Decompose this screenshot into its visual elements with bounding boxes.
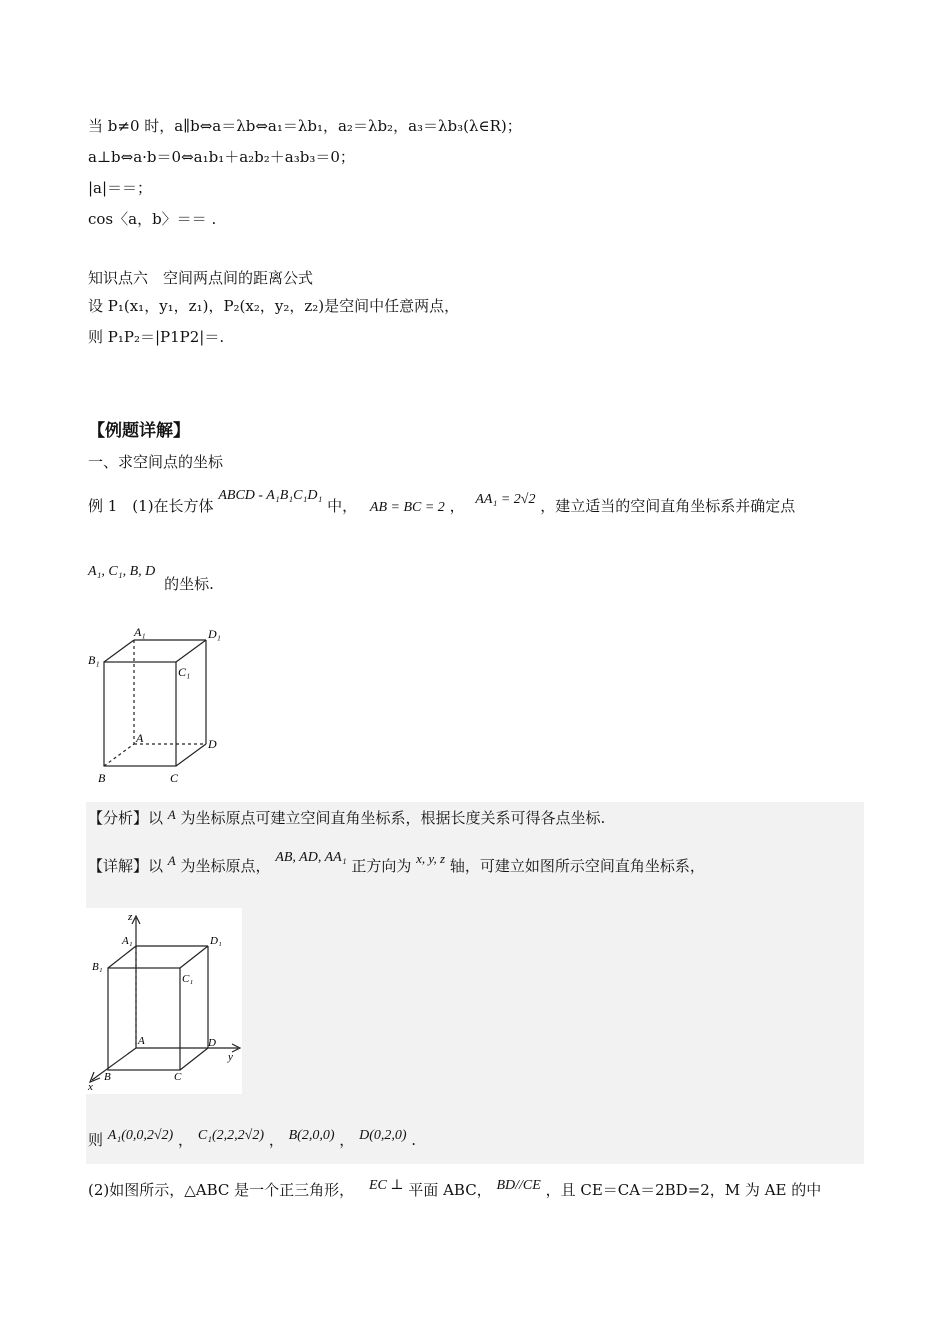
fig1-label-d: D [208, 737, 217, 751]
example1-mid: 中， [327, 497, 358, 515]
example1-points: A₁, C₁, B, D [88, 564, 156, 579]
part2-bd-parallel: BD//CE [496, 1178, 541, 1193]
fig1-label-b1: B₁ [88, 653, 100, 667]
examples-heading: 【例题详解】 [88, 421, 190, 441]
magnitude-formula: |a|＝＝； [88, 179, 153, 197]
answer-end: . [411, 1131, 417, 1149]
part2-text3: ，且 CE＝CA＝2BD=2，M 为 AE 的中 [545, 1181, 822, 1199]
answer-prefix: 则 [88, 1131, 104, 1149]
example1-tail: ，建立适当的空间直角坐标系并确定点 [540, 497, 796, 515]
fig2-label-z: z [128, 911, 133, 923]
answer-a1: A₁(0,0,2√2) [107, 1128, 174, 1143]
part2-line [88, 1180, 821, 1202]
example1-line [88, 488, 796, 518]
example1-comma: ， [449, 497, 465, 515]
answer-sep-3: ， [339, 1131, 355, 1149]
answer-line [88, 1124, 417, 1149]
answer-sep-1: ， [178, 1131, 194, 1149]
example1-cuboid: ABCD - A₁B₁C₁D₁ [218, 488, 323, 503]
part2-ec-perp: EC ⊥ [368, 1178, 404, 1193]
example1-label: 例 1 (1)在长方体 [88, 497, 214, 515]
distance-line-2: 则 P₁P₂＝|P1P2|＝. [88, 328, 225, 346]
fig1-label-a1: A₁ [134, 625, 146, 639]
fig2-label-d1: D₁ [210, 935, 222, 947]
example1-aa1: AA₁ = 2√2 [475, 492, 536, 507]
detail-axes-names: x, y, z [416, 851, 446, 866]
fig1-label-d1: D₁ [208, 627, 221, 641]
fig2-label-x: x [88, 1081, 93, 1093]
example1-end: 的坐标. [164, 575, 214, 593]
fig2-label-c1: C₁ [182, 973, 194, 985]
analysis-origin: A [167, 807, 176, 822]
answer-sep-2: ， [268, 1131, 284, 1149]
analysis-label: 【分析】以 [88, 809, 164, 827]
analysis-text: 为坐标原点可建立空间直角坐标系，根据长度关系可得各点坐标. [180, 809, 606, 827]
fig2-label-c: C [174, 1071, 182, 1083]
fig2-label-y: y [228, 1051, 233, 1063]
cosine-formula: cos〈a，b〉＝＝ . [88, 210, 217, 228]
answer-d: D(0,2,0) [359, 1128, 407, 1143]
fig2-label-a1: A₁ [122, 935, 133, 947]
fig1-label-b: B [98, 771, 106, 785]
distance-line-1: 设 P₁(x₁，y₁，z₁)，P₂(x₂，y₂，z₂)是空间中任意两点， [88, 297, 460, 315]
fig2-label-a: A [138, 1035, 145, 1047]
answer-c1: C₁(2,2,2√2) [197, 1128, 265, 1143]
part2-text: (2)如图所示，△ABC 是一个正三角形， [88, 1181, 355, 1199]
detail-end: 轴，可建立如图所示空间直角坐标系， [449, 857, 705, 875]
answer-b: B(2,0,0) [288, 1128, 335, 1143]
analysis-line [88, 808, 605, 829]
example1-ab-bc: AB = BC = 2 [369, 500, 445, 515]
fig1-label-c1: C₁ [178, 665, 191, 679]
fig2-label-d: D [208, 1037, 216, 1049]
detail-axes-vectors: AB, AD, AA₁ [275, 850, 347, 865]
detail-label: 【详解】以 [88, 857, 164, 875]
example1-points-line [88, 560, 214, 593]
cuboid-figure-2 [86, 908, 242, 1094]
perpendicular-formula: a⊥b⇔a·b＝0⇔a₁b₁＋a₂b₂＋a₃b₃＝0； [88, 148, 355, 166]
detail-origin: A [167, 853, 176, 868]
fig1-label-c: C [170, 771, 179, 785]
fig2-label-b1: B₁ [92, 961, 103, 973]
detail-line [88, 850, 705, 878]
examples-subheading: 一、求空间点的坐标 [88, 453, 224, 471]
part2-text2: 平面 ABC， [408, 1181, 492, 1199]
fig2-label-b: B [104, 1071, 111, 1083]
section-six-title: 知识点六 空间两点间的距离公式 [88, 269, 314, 287]
cuboid-figure-1 [86, 622, 236, 790]
detail-mid: 为坐标原点， [180, 857, 271, 875]
parallel-formula: 当 b≠0 时，a∥b⇔a＝λb⇔a₁＝λb₁，a₂＝λb₂，a₃＝λb₃(λ∈R)； [88, 117, 522, 135]
fig1-label-a: A [136, 731, 144, 745]
detail-mid2: 正方向为 [351, 857, 412, 875]
